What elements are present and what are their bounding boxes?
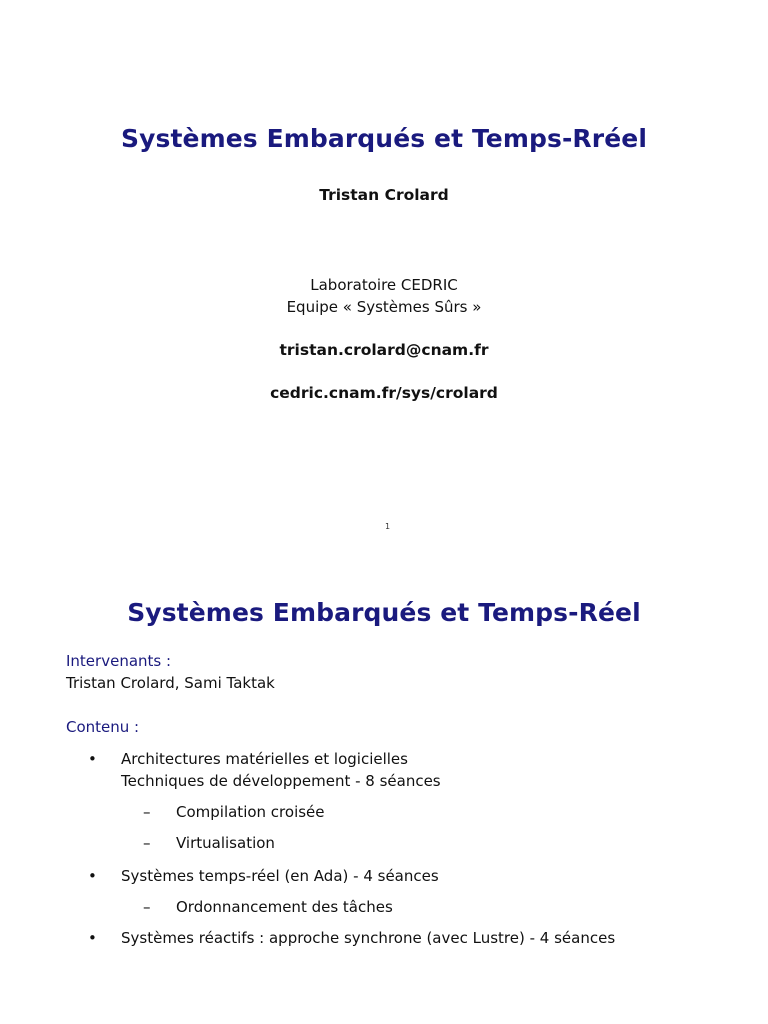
intervenants-heading: Intervenants : — [66, 652, 172, 670]
email-address: tristan.crolard@cnam.fr — [279, 341, 489, 359]
list-item: Architectures matérielles et logicielles — [121, 750, 408, 768]
lab-name: Laboratoire CEDRIC — [310, 276, 458, 294]
list-item: Systèmes réactifs : approche synchrone (avec Lustre) - 4 séances — [121, 929, 616, 947]
dash-icon: – — [143, 803, 151, 821]
list-item: Systèmes temps-réel (en Ada) - 4 séances — [121, 867, 439, 885]
slide2-title: Systèmes Embarqués et Temps-Réel — [127, 598, 641, 627]
intervenants-names: Tristan Crolard, Sami Taktak — [66, 674, 275, 692]
page-number: 1 — [385, 522, 391, 531]
dash-icon: – — [143, 898, 151, 916]
list-item-continuation: Techniques de développement - 8 séances — [121, 772, 441, 790]
slide1-title: Systèmes Embarqués et Temps-Rréel — [121, 124, 647, 153]
sub-list-item: Ordonnancement des tâches — [176, 898, 393, 916]
contenu-heading: Contenu : — [66, 718, 140, 736]
sub-list-item: Compilation croisée — [176, 803, 325, 821]
dash-icon: – — [143, 834, 151, 852]
sub-list-item: Virtualisation — [176, 834, 275, 852]
team-name: Equipe « Systèmes Sûrs » — [286, 298, 482, 316]
bullet-icon: • — [88, 867, 97, 885]
bullet-icon: • — [88, 929, 97, 947]
bullet-icon: • — [88, 750, 97, 768]
website-url: cedric.cnam.fr/sys/crolard — [270, 384, 498, 402]
author-name: Tristan Crolard — [319, 186, 449, 204]
